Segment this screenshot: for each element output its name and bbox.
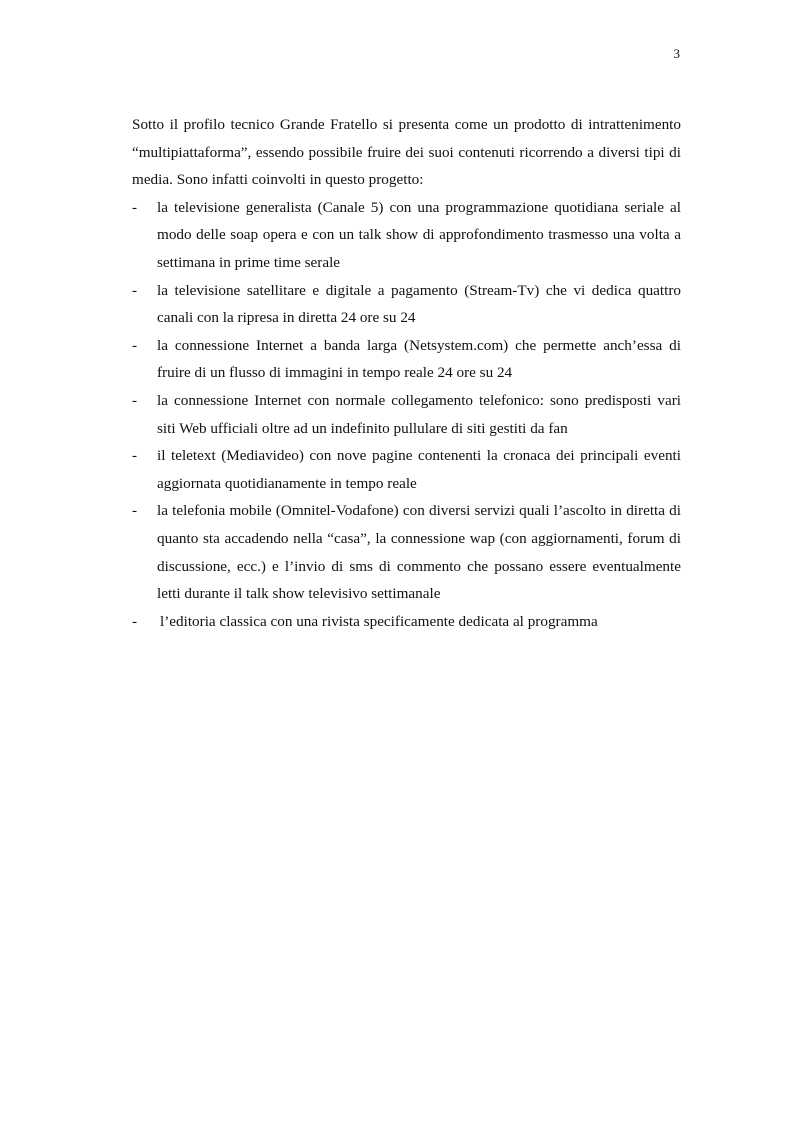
dash-marker: -: [132, 198, 138, 216]
list-item: [132, 387, 681, 442]
dash-marker: -: [132, 502, 138, 520]
media-list: [132, 194, 681, 636]
list-item: [132, 332, 681, 387]
list-item: [132, 442, 681, 497]
intro-paragraph: Sotto il profilo tecnico Grande Fratello si presenta come un prodotto di intrattenimento “multipiattaforma”, essendo possibile fruire dei suoi contenuti ricorrendo a diversi tipi di media. Sono infatti coinvolti in questo progetto:: [132, 116, 681, 189]
dash-marker: -: [132, 447, 138, 465]
body-text: [132, 111, 681, 635]
list-item: [132, 194, 681, 277]
list-item-text: la connessione Internet con normale collegamento telefonico: sono predisposti vari siti Web ufficiali oltre ad un indefinito pullulare di siti gestiti da fan: [157, 391, 681, 437]
dash-marker: -: [132, 336, 138, 354]
list-item-text: la connessione Internet a banda larga (Netsystem.com) che permette anch’essa di fruire di un flusso di immagini in tempo reale 24 ore su 24: [157, 336, 681, 382]
dash-marker: -: [132, 391, 138, 409]
list-item: [132, 277, 681, 332]
list-item: [132, 497, 681, 607]
dash-marker: -: [132, 281, 138, 299]
list-item-text: la televisione satellitare e digitale a pagamento (Stream-Tv) che vi dedica quattro canali con la ripresa in diretta 24 ore su 24: [157, 281, 681, 327]
page-number: 3: [673, 46, 680, 61]
list-item-text: l’editoria classica con una rivista specificamente dedicata al programma: [160, 612, 598, 630]
list-item-text: la televisione generalista (Canale 5) con una programmazione quotidiana seriale al modo delle soap opera e con un talk show di approfondimento trasmesso una volta a settimana in prime time serale: [157, 198, 681, 271]
list-item-text: il teletext (Mediavideo) con nove pagine contenenti la cronaca dei principali eventi aggiornata quotidianamente in tempo reale: [157, 447, 681, 492]
list-item-text: la telefonia mobile (Omnitel-Vodafone) con diversi servizi quali l’ascolto in diretta di quanto sta accadendo nella “casa”, la connessione wap (con aggiornamenti, forum di discussione, ecc.) e l’invio di sms di commento che possano essere eventualmente letti durante il talk show televisivo settimanale: [157, 502, 681, 603]
list-item: [132, 608, 681, 636]
dash-marker: -: [132, 612, 138, 630]
